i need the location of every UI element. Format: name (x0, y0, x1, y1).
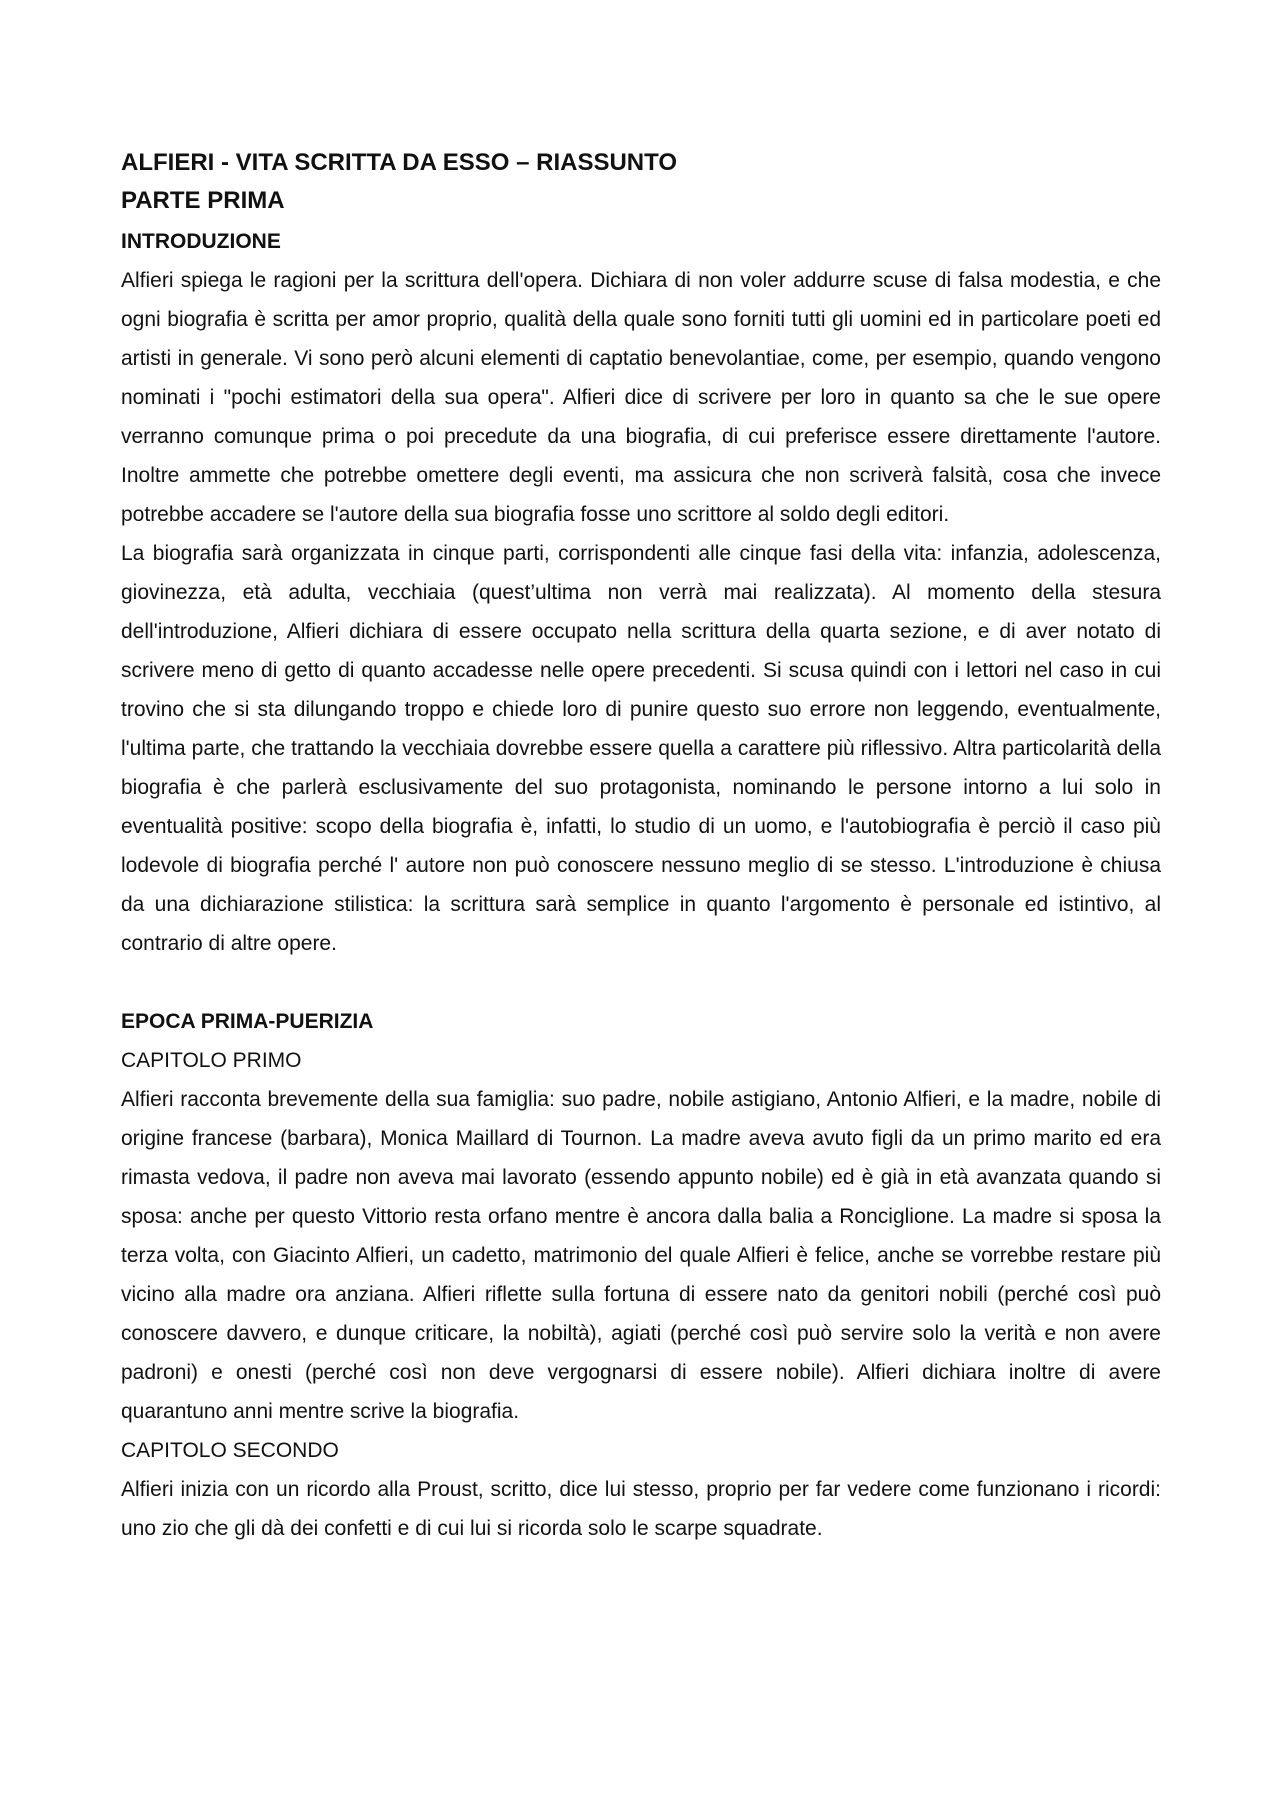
chapter-1-heading: CAPITOLO PRIMO (121, 1049, 302, 1072)
chapter-1-paragraph: Alfieri racconta brevemente della sua famiglia: suo padre, nobile astigiano, Antonio Alfieri, e la madre, nobile di origine francese (barbara), Monica Maillard di Tournon. La madre aveva avuto figli da un primo marito ed era rimasta vedova, il padre non aveva mai lavorato (essendo appunto nobile) ed è già in età avanzata quando si sposa: anche per questo Vittorio resta orfano mentre è ancora dalla balia a Ronciglione. La madre si sposa la terza volta, con Giacinto Alfieri, un cadetto, matrimonio del quale Alfieri è felice, anche se vorrebbe restare più vicino alla madre ora anziana. Alfieri riflette sulla fortuna di essere nato da genitori nobili (perché così può conoscere davvero, e dunque criticare, la nobiltà), agiati (perché così può servire solo la verità e non avere padroni) e onesti (perché così non deve vergognarsi di essere nobile). Alfieri dichiara inoltre di avere quarantuno anni mentre scrive la biografia. (121, 1088, 1161, 1423)
intro-paragraph-2: La biografia sarà organizzata in cinque parti, corrispondenti alle cinque fasi della vita: infanzia, adolescenza, giovinezza, età adulta, vecchiaia (quest’ultima non verrà mai realizzata). Al momento della stesura dell'introduzione, Alfieri dichiara di essere occupato nella scrittura della quarta sezione, e di aver notato di scrivere meno di getto di quanto accadesse nelle opere precedenti. Si scusa quindi con i lettori nel caso in cui trovino che si sta dilungando troppo e chiede loro di punire questo suo errore non leggendo, eventualmente, l'ultima parte, che trattando la vecchiaia dovrebbe essere quella a carattere più riflessivo. Altra particolarità della biografia è che parlerà esclusivamente del suo protagonista, nominando le persone intorno a lui solo in eventualità positive: scopo della biografia è, infatti, lo studio di un uomo, e l'autobiografia è perciò il caso più lodevole di biografia perché l' autore non può conoscere nessuno meglio di se stesso. L'introduzione è chiusa da una dichiarazione stilistica: la scrittura sarà semplice in quanto l'argomento è personale ed istintivo, al contrario di altre opere. (121, 542, 1161, 955)
document-title: ALFIERI - VITA SCRITTA DA ESSO – RIASSUNTO (121, 149, 678, 176)
intro-heading: INTRODUZIONE (121, 230, 281, 253)
chapter-2-paragraph: Alfieri inizia con un ricordo alla Proust, scritto, dice lui stesso, proprio per far vedere come funzionano i ricordi: uno zio che gli dà dei confetti e di cui lui si ricorda solo le scarpe squadrate. (121, 1478, 1161, 1540)
section-spacer (121, 963, 1161, 1002)
epoch-heading: EPOCA PRIMA-PUERIZIA (121, 1010, 374, 1033)
document-page (121, 140, 1161, 1548)
part-heading: PARTE PRIMA (121, 187, 285, 214)
chapter-2-heading: CAPITOLO SECONDO (121, 1439, 339, 1462)
intro-paragraph-1: Alfieri spiega le ragioni per la scrittura dell'opera. Dichiara di non voler addurre scuse di falsa modestia, e che ogni biografia è scritta per amor proprio, qualità della quale sono forniti tutti gli uomini ed in particolare poeti ed artisti in generale. Vi sono però alcuni elementi di captatio benevolantiae, come, per esempio, quando vengono nominati i "pochi estimatori della sua opera". Alfieri dice di scrivere per loro in quanto sa che le sue opere verranno comunque prima o poi precedute da una biografia, di cui preferisce essere direttamente l'autore. Inoltre ammette che potrebbe omettere degli eventi, ma assicura che non scriverà falsità, cosa che invece potrebbe accadere se l'autore della sua biografia fosse uno scrittore al soldo degli editori. (121, 269, 1161, 526)
